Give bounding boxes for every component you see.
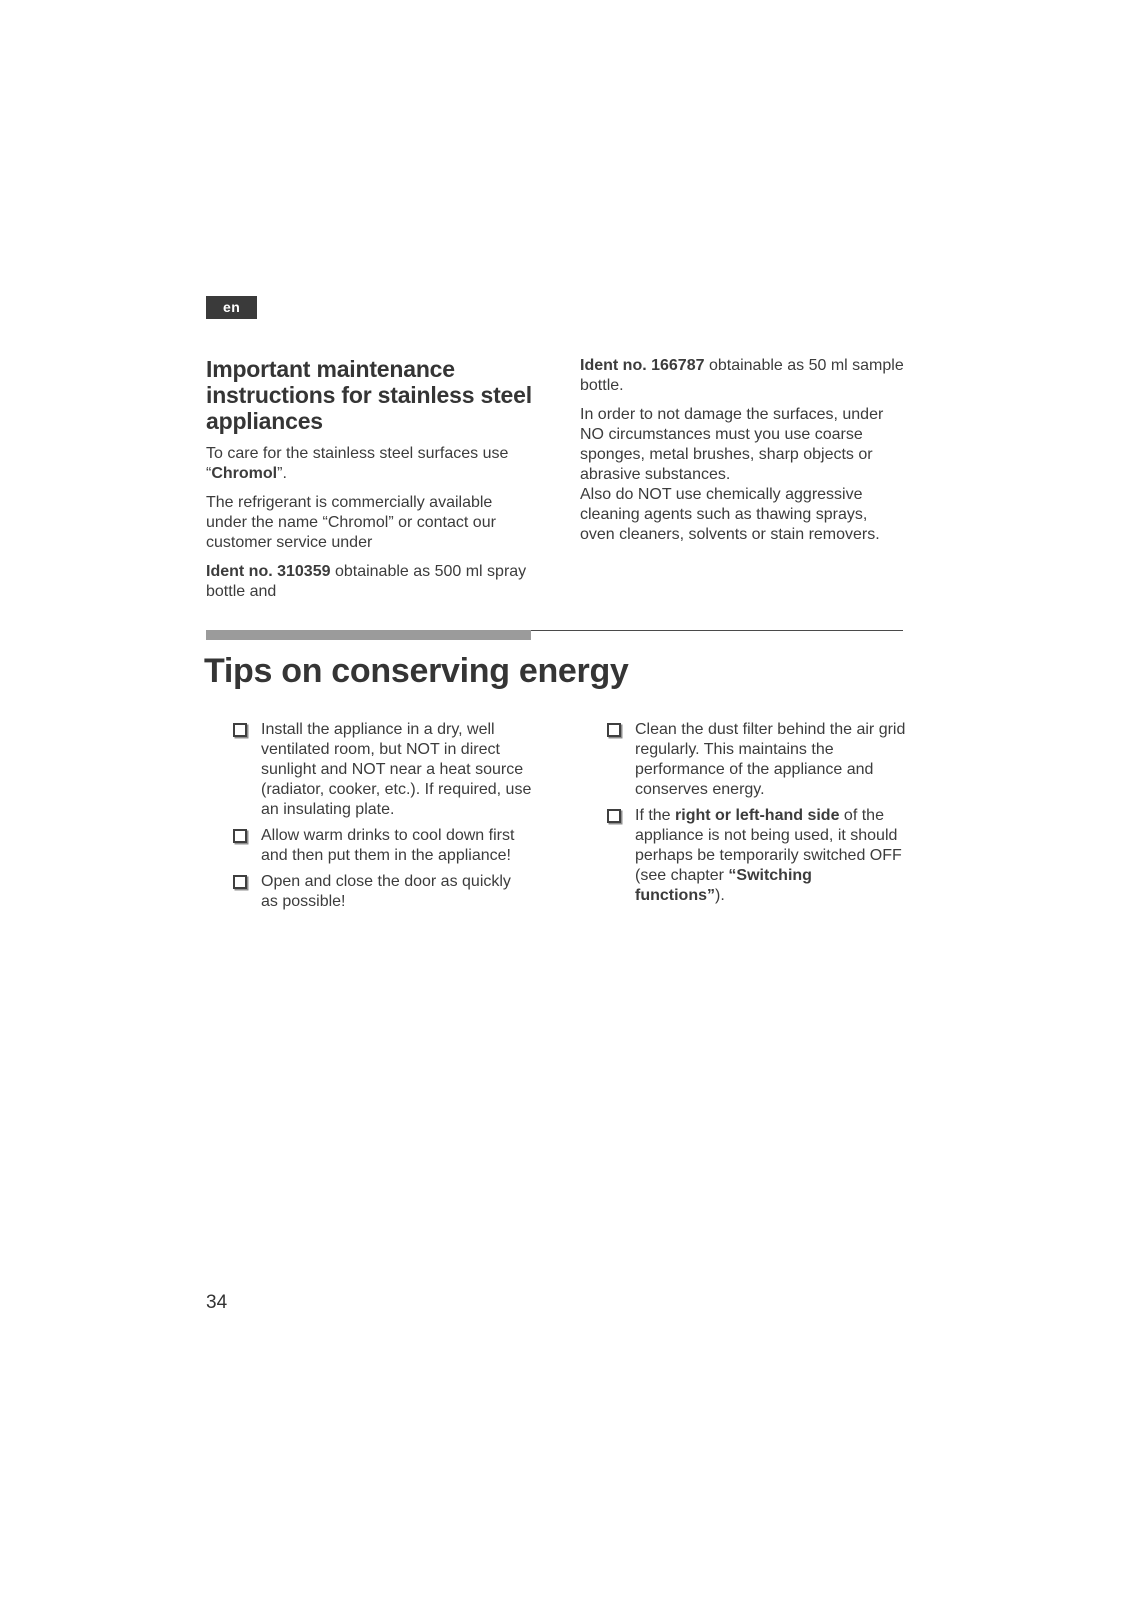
tip-text-bold: right or left-hand side	[675, 807, 840, 824]
page-number: 34	[206, 1292, 228, 1313]
tips-left-list	[206, 720, 532, 912]
tip-text-bold: “Switching functions”	[635, 867, 812, 904]
checkbox-bullet-icon	[233, 723, 247, 737]
maintenance-paragraph-2: The refrigerant is commercially available under the name “Chromol” or contact our customer service under	[206, 494, 496, 551]
list-item	[233, 720, 532, 820]
checkbox-bullet-icon	[607, 723, 621, 737]
r1-ident-number: Ident no. 166787	[580, 357, 705, 374]
tips-left-column	[206, 720, 532, 918]
checkbox-bullet-icon	[607, 809, 621, 823]
maintenance-right-column	[580, 356, 906, 611]
r1-text: obtainable as 50 ml sample bottle.	[580, 357, 904, 394]
tip-text: Allow warm drinks to cool down first and then put them in the appliance!	[261, 827, 515, 864]
section-divider	[206, 630, 903, 640]
tip-text: Open and close the door as quickly as possible!	[261, 873, 511, 910]
maintenance-paragraph-5: In order to not damage the surfaces, under NO circumstances must you use coarse sponges, metal brushes, sharp objects or abrasive substances.	[580, 406, 884, 483]
list-item	[607, 806, 906, 906]
maintenance-paragraph-6: Also do NOT use chemically aggressive cleaning agents such as thawing sprays, oven cleaners, solvents or stain removers.	[580, 486, 880, 543]
tip-text-segment: of the appliance is not being used, it should perhaps be temporarily switched OFF (see chapter	[635, 807, 902, 884]
p1-bold-chromol: Chromol	[211, 465, 278, 482]
maintenance-heading: Important maintenance instructions for stainless steel appliances	[206, 356, 532, 434]
p1-text: To care for the stainless steel surfaces use “	[206, 445, 509, 482]
tip-text-segment: If the	[635, 807, 676, 824]
list-item	[233, 826, 532, 866]
p1-text-end: ”.	[277, 465, 287, 482]
p3-ident-number: Ident no. 310359	[206, 563, 331, 580]
tips-section	[206, 720, 906, 918]
checkbox-bullet-icon	[233, 875, 247, 889]
checkbox-bullet-icon	[233, 829, 247, 843]
maintenance-paragraph-1	[206, 444, 532, 484]
maintenance-section	[206, 356, 906, 611]
list-item	[607, 720, 906, 800]
list-item	[233, 872, 532, 912]
p3-text: obtainable as 500 ml spray bottle and	[206, 563, 527, 600]
tip-text: Install the appliance in a dry, well ventilated room, but NOT in direct sunlight and NOT near a heat source (radiator, cooker, etc.). If required, use an insulating plate.	[261, 721, 532, 818]
language-badge: en	[206, 296, 257, 319]
maintenance-paragraph-3	[206, 562, 532, 602]
tip-text: Clean the dust filter behind the air grid regularly. This maintains the performance of the appliance and conserves energy.	[635, 721, 906, 798]
tips-right-list	[580, 720, 906, 906]
divider-gray-bar	[206, 630, 531, 640]
maintenance-paragraph-4	[580, 356, 906, 396]
tips-right-column	[580, 720, 906, 918]
tip-text	[635, 806, 906, 906]
section-title: Tips on conserving energy	[204, 652, 629, 690]
maintenance-left-column	[206, 356, 532, 611]
tip-text-segment: ).	[715, 887, 725, 904]
